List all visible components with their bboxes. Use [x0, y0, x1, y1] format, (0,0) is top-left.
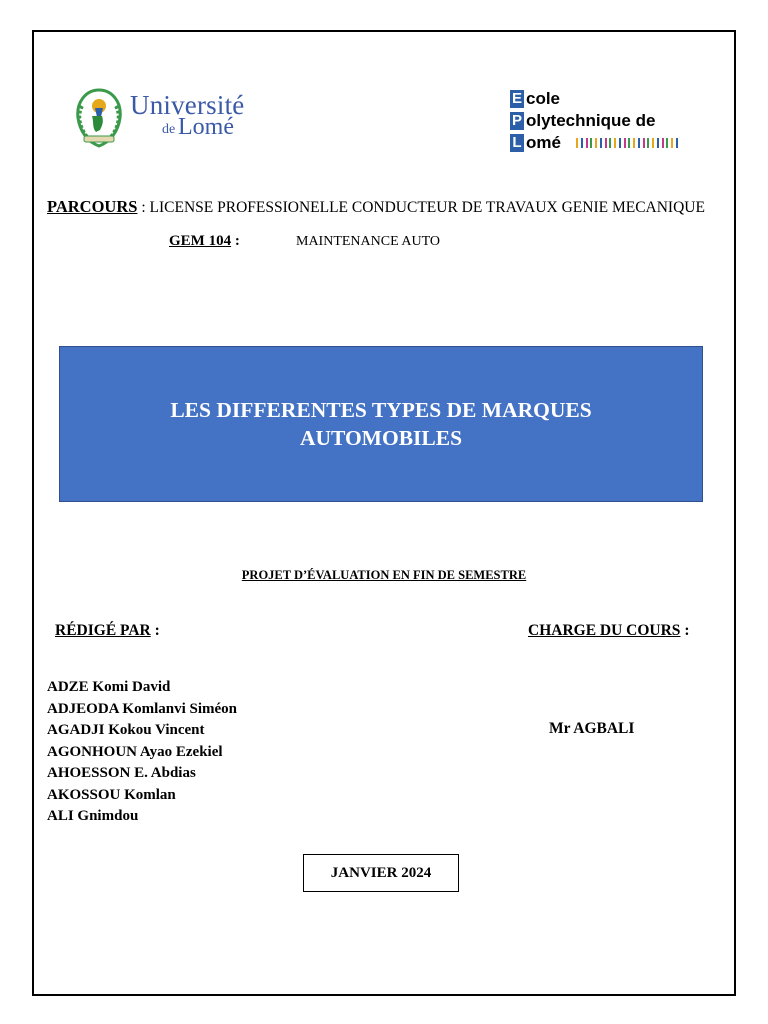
date-box: JANVIER 2024: [303, 854, 459, 892]
supervisor-name: Mr AGBALI: [549, 720, 635, 737]
author-name: ADZE Komi David: [47, 679, 171, 695]
epl-line-lome: omé: [526, 133, 561, 152]
authors-list: [47, 677, 237, 828]
epl-stripes-decoration: [576, 138, 680, 148]
author-name: AGONHOUN Ayao Ezekiel: [47, 743, 223, 760]
supervisor-heading: [528, 622, 689, 640]
author-name: ADJEODA Komlanvi Siméon: [47, 700, 238, 717]
epl-letter-l: L: [510, 134, 524, 152]
authors-separator: :: [150, 622, 160, 639]
epl-logo: [508, 88, 688, 156]
author-name: ALI Gnimdou: [47, 808, 139, 824]
course-separator: :: [231, 233, 240, 249]
universite-seal-icon: [70, 86, 128, 150]
authors-heading: [55, 622, 160, 640]
universite-lome-logo: [70, 86, 250, 152]
course-code-line: [169, 233, 240, 250]
authors-label: RÉDIGÉ PAR: [55, 622, 151, 639]
parcours-label: PARCOURS: [47, 197, 138, 216]
parcours-separator: :: [137, 199, 150, 216]
course-name: MAINTENANCE AUTO: [296, 234, 441, 249]
author-name: AHOESSON E. Abdias: [47, 765, 196, 781]
supervisor-label: CHARGE DU COURS: [528, 622, 681, 639]
page-border: [32, 30, 736, 996]
universite-de: de: [162, 122, 176, 137]
project-subtitle: PROJET D’ÉVALUATION EN FIN DE SEMESTRE: [241, 568, 527, 582]
document-title: [101, 396, 661, 452]
epl-line-ecole: cole: [526, 89, 561, 108]
supervisor-separator: :: [680, 622, 690, 639]
title-line-2: AUTOMOBILES: [299, 426, 463, 450]
epl-letter-p: P: [511, 112, 522, 129]
title-box: [59, 346, 703, 502]
author-name: AGADJI Kokou Vincent: [47, 722, 205, 738]
parcours-line: [47, 197, 705, 217]
parcours-value: LICENSE PROFESSIONELLE CONDUCTEUR DE TRAVAUX GENIE MECANIQUE: [149, 199, 705, 216]
epl-line-polytechnique: olytechnique de: [526, 111, 656, 130]
universite-lome-word: Lomé: [178, 114, 234, 140]
universite-wordmark: Université: [130, 90, 245, 120]
author-name: AKOSSOU Komlan: [47, 786, 176, 803]
epl-letter-e: E: [511, 90, 522, 107]
course-code: GEM 104: [169, 233, 232, 249]
title-line-1: LES DIFFERENTES TYPES DE MARQUES: [170, 398, 592, 422]
